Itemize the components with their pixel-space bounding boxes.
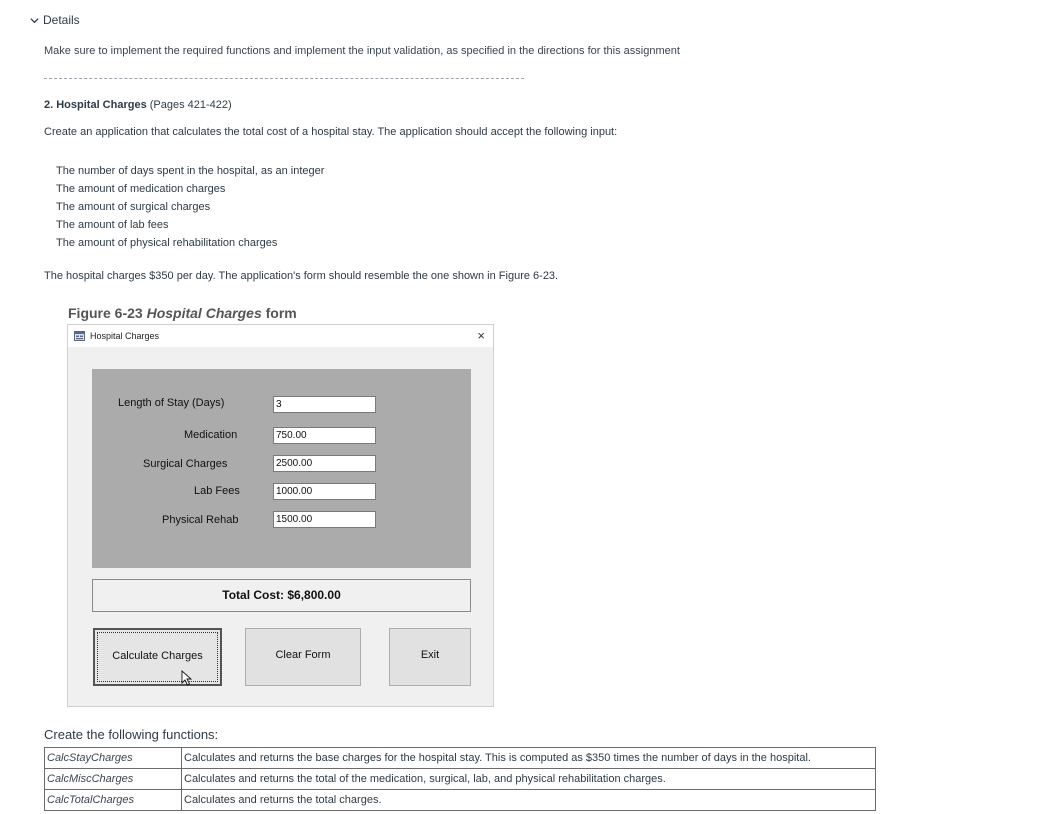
- input-panel: [92, 369, 471, 568]
- list-item: The amount of physical rehabilitation charges: [56, 237, 278, 249]
- medication-input[interactable]: 750.00: [273, 427, 376, 444]
- list-item: The number of days spent in the hospital, as an integer: [56, 165, 325, 177]
- surgical-input[interactable]: 2500.00: [273, 455, 376, 472]
- window-titlebar: [68, 325, 493, 347]
- window-title: Hospital Charges: [90, 331, 160, 341]
- function-name: CalcTotalCharges: [45, 790, 182, 811]
- mouse-pointer-icon: [181, 670, 193, 686]
- table-row: [45, 769, 876, 790]
- list-item: The amount of surgical charges: [56, 201, 211, 213]
- clear-form-label: Clear Form: [275, 649, 331, 661]
- section-title-text: 2. Hospital Charges: [44, 99, 147, 111]
- section-title: [44, 99, 232, 111]
- function-description: Calculates and returns the total of the medication, surgical, lab, and physical rehabilitation charges.: [182, 769, 876, 790]
- input-list: [56, 162, 324, 252]
- figure-caption-prefix: Figure 6-23: [68, 305, 147, 321]
- section-description: Create an application that calculates the total cost of a hospital stay. The application should accept the following input:: [44, 126, 618, 138]
- calculate-charges-label: Calculate Charges: [112, 650, 203, 662]
- functions-heading: Create the following functions:: [44, 727, 219, 742]
- section-pages: (Pages 421-422): [146, 99, 232, 111]
- chevron-down-icon: [30, 16, 39, 25]
- function-name: CalcMiscCharges: [45, 769, 182, 790]
- physical-rehab-label: Physical Rehab: [162, 514, 239, 526]
- lab-fees-input[interactable]: 1000.00: [273, 483, 376, 500]
- rate-note: The hospital charges $350 per day. The application's form should resemble the one shown in Figure 6-23.: [44, 270, 559, 282]
- stay-length-label: Length of Stay (Days): [118, 397, 225, 409]
- calculate-charges-button[interactable]: [93, 628, 222, 686]
- list-item: The amount of medication charges: [56, 183, 226, 195]
- function-name: CalcStayCharges: [45, 748, 182, 769]
- lab-fees-label: Lab Fees: [194, 485, 240, 497]
- intro-text: Make sure to implement the required functions and implement the input validation, as specified in the directions for this assignment: [44, 45, 680, 57]
- physical-rehab-input[interactable]: 1500.00: [273, 511, 376, 528]
- clear-form-button[interactable]: [245, 628, 361, 686]
- figure-caption-italic: Hospital Charges: [146, 305, 262, 321]
- figure-caption-suffix: form: [261, 305, 297, 321]
- table-row: [45, 748, 876, 769]
- surgical-label: Surgical Charges: [143, 458, 228, 470]
- details-toggle[interactable]: [30, 13, 80, 27]
- stay-length-input[interactable]: 3: [273, 396, 376, 413]
- total-cost-label: Total Cost: $6,800.00: [92, 579, 471, 612]
- figure-caption: [68, 305, 297, 321]
- hospital-charges-window: [67, 324, 494, 707]
- exit-button[interactable]: [389, 628, 471, 686]
- table-row: [45, 790, 876, 811]
- close-icon[interactable]: ×: [477, 328, 485, 343]
- divider: [44, 78, 524, 79]
- functions-table: [44, 747, 876, 811]
- app-form-icon: [74, 331, 85, 341]
- exit-label: Exit: [420, 649, 440, 661]
- details-label: Details: [43, 13, 80, 27]
- list-item: The amount of lab fees: [56, 219, 169, 231]
- function-description: Calculates and returns the base charges for the hospital stay. This is computed as $350 times the number of days in the hospital.: [182, 748, 876, 769]
- medication-label: Medication: [184, 429, 238, 441]
- function-description: Calculates and returns the total charges.: [182, 790, 876, 811]
